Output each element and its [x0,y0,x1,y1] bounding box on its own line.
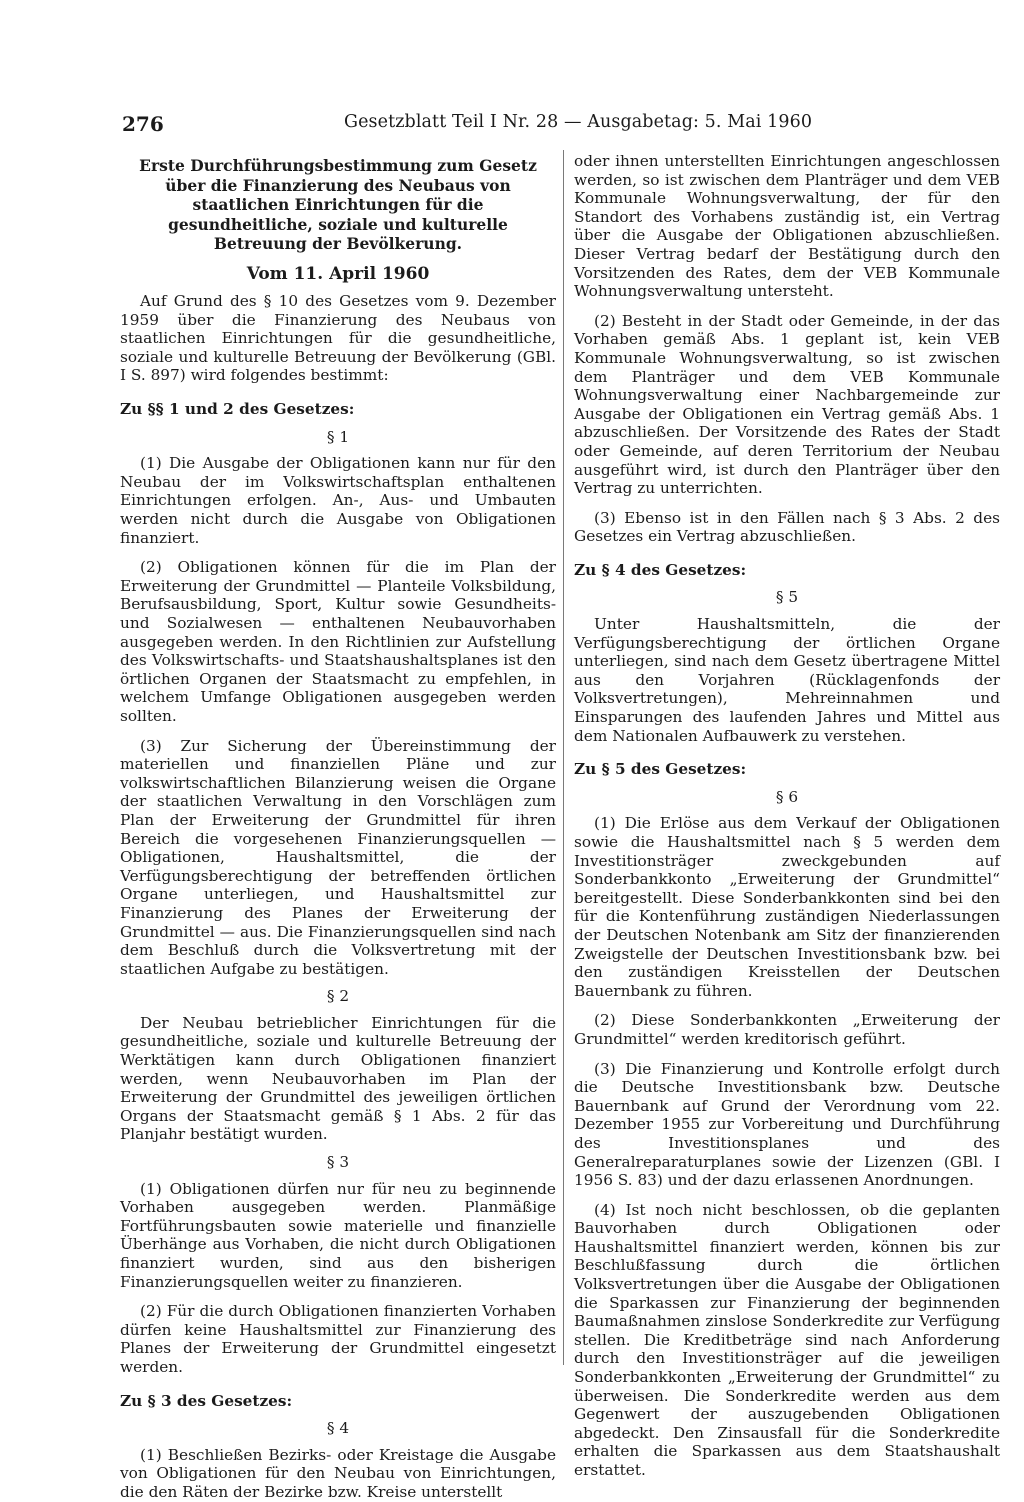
paragraph-text: (2) Besteht in der Stadt oder Gemeinde, in der das Vorhaben gemäß Abs. 1 geplant ist, kein VEB Kommunale Wohnungsverwaltung, so ist zwischen dem Planträger und dem VEB Kommunale Wohnungsverwaltung einer Nachbargemeinde zur Ausgabe der Obligationen ein Vertrag gemäß Abs. 1 abzuschließen. Der Vorsitzende des Rates der Stadt oder Gemeinde, auf deren Territorium der Neubau ausgeführt wird, ist durch den Planträger über den Vertrag zu unterrichten. [574,311,1000,498]
paragraph-sign: § 1 [326,427,350,446]
paragraph-text: (4) Ist noch nicht beschlossen, ob die geplanten Bauvorhaben durch Obligationen oder Haushaltsmittel finanziert werden, können bis zur Beschlußfassung durch die örtlichen Volksvertretungen über die Ausgabe der Obligationen die Sparkassen zur Finanzierung der beginnenden Baumaßnahmen zinslose Sonderkredite zur Verfügung stellen. Die Kreditbeträge sind nach Anforderung durch den Investitionsträger auf die jeweiligen Sonderbankkonten „Erweiterung der Grundmittel“ zu überweisen. Die Sonderkredite werden aus dem Gegenwert der auszugebenden Obligationen abgedeckt. Den Zinsausfall für die Sonderkredite erhalten die Sparkassen aus dem Staatshaushalt erstattet. [574,1200,1000,1479]
page-number: 276 [122,112,164,136]
paragraph-sign: § 3 [326,1153,350,1172]
paragraph-text: (3) Die Finanzierung und Kontrolle erfolgt durch die Deutsche Investitionsbank bzw. Deutsche Bauernbank auf Grund der Verordnung vom 22. Dezember 1955 zur Vorbereitung und Durchführung des Investitionsplanes und des Generalreparaturplanes sowie der Lizenzen (GBl. I 1956 S. 83) und der dazu erlassenen Anordnungen. [574,1059,1000,1190]
paragraph-text: (3) Ebenso ist in den Fällen nach § 3 Abs. 2 des Gesetzes ein Vertrag abzuschließen. [574,508,1000,546]
paragraph-text: oder ihnen unterstellten Einrichtungen angeschlossen werden, so ist zwischen dem Planträger und dem VEB Kommunale Wohnungsverwaltung, der für den Standort des Vorhabens zuständig ist, ein Vertrag über die Ausgabe der Obligationen abzuschließen. Dieser Vertrag bedarf der Bestätigung durch den Vorsitzenden des Rates, dem der VEB Kommunale Wohnungsverwaltung untersteht. [574,152,1000,301]
paragraph-text: (3) Zur Sicherung der Übereinstimmung der materiellen und finanziellen Pläne und zur volkswirtschaftlichen Bilanzierung weisen die Organe der staatlichen Verwaltung in den Vorschlägen zum Plan der Erweiterung der Grundmittel für ihren Bereich die vorgesehenen Finanzierungsquellen — Obligationen, Haushaltsmittel, die der Verfügungsberechtigung der betreffenden örtlichen Organe unterliegen, und Haushaltsmittel zur Finanzierung des Planes der Erweiterung der Grundmittel — aus. Die Finanzierungsquellen sind nach dem Beschluß durch die Volksvertretung mit der staatlichen Aufgabe zu bestätigen. [120,736,556,978]
paragraph-text: Der Neubau betrieblicher Einrichtungen für die gesundheitliche, soziale und kulturelle Betreuung der Werktätigen kann durch Obligationen finanziert werden, wenn Neubauvorhaben im Plan der Erweiterung der Grundmittel des jeweiligen örtlichen Organs der Staatsmacht gemäß § 1 Abs. 2 für das Planjahr bestätigt wurden. [120,1013,556,1144]
page-header [122,112,990,142]
column-divider [563,150,564,1365]
section-heading: Zu § 3 des Gesetzes: [120,1391,293,1410]
paragraph-sign: § 5 [775,588,799,607]
paragraph-text: (1) Beschließen Bezirks- oder Kreistage die Ausgabe von Obligationen für den Neubau von Einrichtungen, die den Räten der Bezirke bzw. Kreise unterstellt [120,1445,556,1501]
section-heading: Zu § 5 des Gesetzes: [574,760,747,779]
gazette-title: Gesetzblatt Teil I Nr. 28 — Ausgabetag: 5. Mai 1960 [344,112,813,132]
paragraph-text: Unter Haushaltsmitteln, die der Verfügungsberechtigung der örtlichen Organe unterliegen, sind nach dem Gesetz übertragene Mittel aus den Vorjahren (Rücklagenfonds der Volksvertretungen), Mehreinnahmen und Einsparungen des laufenden Jahres und Mittel aus dem Nationalen Aufbauwerk zu verstehen. [574,615,1000,745]
paragraph-sign: § 6 [775,787,799,806]
decree-title: Erste Durchführungsbestimmung zum Gesetz über die Finanzierung des Neubaus von staatlichen Einrichtungen für die gesundheitliche, soziale und kulturelle Betreuung der Bevölkerung. [139,156,537,253]
paragraph-text: (1) Die Erlöse aus dem Verkauf der Obligationen sowie die Haushaltsmittel nach § 5 werden dem Investitionsträger zweckgebunden auf Sonderbankkonto „Erweiterung der Grundmittel“ bereitgestellt. Diese Sonderbankkonten sind bei den für die Kontenführung zuständigen Niederlassungen der Deutschen Notenbank am Sitz der finanzierenden Zweigstelle der Deutschen Investitionsbank bzw. bei den zuständigen Kreisstellen der Deutschen Bauernbank zu führen. [574,814,1000,1000]
preamble: Auf Grund des § 10 des Gesetzes vom 9. Dezember 1959 über die Finanzierung des Neubaus von staatlichen Einrichtungen für die gesundheitliche, soziale und kulturelle Betreuung der Bevölkerung (GBl. I S. 897) wird folgendes bestimmt: [120,292,556,385]
decree-date: Vom 11. April 1960 [246,263,430,284]
left-column [120,152,556,1502]
right-column [574,152,1000,1480]
paragraph-text: (1) Obligationen dürfen nur für neu zu beginnende Vorhaben ausgegeben werden. Planmäßige Fortführungsbauten sowie materielle und finanzielle Überhänge aus Vorhaben, die nicht durch Obligationen finanziert wurden, sind aus den bisherigen Finanzierungsquellen weiter zu finanzieren. [120,1179,556,1291]
section-heading: Zu §§ 1 und 2 des Gesetzes: [120,400,355,419]
paragraph-text: (2) Für die durch Obligationen finanzierten Vorhaben dürfen keine Haushaltsmittel zur Finanzierung des Planes der Erweiterung der Grundmittel eingesetzt werden. [120,1302,556,1376]
paragraph-sign: § 2 [326,987,350,1006]
section-heading: Zu § 4 des Gesetzes: [574,560,747,579]
paragraph-sign: § 4 [326,1419,350,1438]
paragraph-text: (1) Die Ausgabe der Obligationen kann nur für den Neubau der im Volkswirtschaftsplan enthaltenen Einrichtungen erfolgen. An-, Aus- und Umbauten werden nicht durch die Ausgabe von Obligationen finanziert. [120,454,556,547]
paragraph-text: (2) Obligationen können für die im Plan der Erweiterung der Grundmittel — Planteile Volksbildung, Berufsausbildung, Sport, Kultur sowie Gesundheits- und Sozialwesen — enthaltenen Neubauvorhaben ausgegeben werden. In den Richtlinien zur Aufstellung des Volkswirtschafts- und Staatshaushaltsplanes ist den örtlichen Organen der Staatsmacht zu empfehlen, in welchem Umfange Obligationen ausgegeben werden sollten. [120,558,556,725]
paragraph-text: (2) Diese Sonderbankkonten „Erweiterung der Grundmittel“ werden kreditorisch geführt. [574,1011,1000,1048]
